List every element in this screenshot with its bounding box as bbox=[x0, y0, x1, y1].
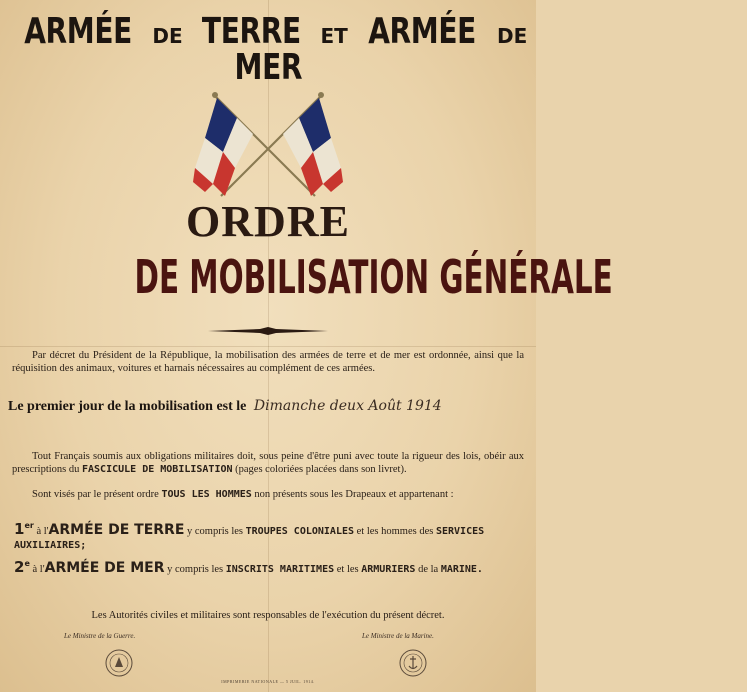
item2-army: ARMÉE DE MER bbox=[44, 560, 165, 576]
obligations-paragraph bbox=[12, 451, 524, 476]
header-word-armee: ARMÉE bbox=[23, 11, 132, 52]
poster-header bbox=[0, 11, 536, 88]
first-day-date: Dimanche deux Août 1914 bbox=[253, 398, 442, 414]
item2-marine: MARINE. bbox=[440, 564, 483, 575]
first-day-line bbox=[8, 398, 532, 415]
crossed-flags-icon bbox=[183, 88, 353, 198]
item1-army: ARMÉE DE TERRE bbox=[48, 522, 185, 538]
item1-number bbox=[14, 520, 34, 538]
item1-b: y compris les bbox=[187, 526, 244, 537]
item1-d: et les hommes des bbox=[356, 526, 434, 537]
header-word-et: ET bbox=[320, 24, 348, 48]
item2-num: 2 bbox=[14, 558, 25, 576]
item1-colonial: TROUPES COLONIALES bbox=[245, 526, 355, 537]
ornament-divider bbox=[208, 327, 328, 335]
authorities-line: Les Autorités civiles et militaires sont responsables de l'exécution du présent décret. bbox=[91, 610, 445, 621]
signature-war-minister: Le Ministre de la Guerre. bbox=[64, 632, 136, 640]
list-item-terre bbox=[14, 519, 524, 553]
title-ordre: ORDRE bbox=[186, 197, 350, 246]
item2-number bbox=[14, 558, 30, 576]
first-day-label: Le premier jour de la mobilisation est le bbox=[8, 399, 247, 414]
printer-imprint: IMPRIMERIE NATIONALE — 5 JUIL. 1914. bbox=[221, 679, 315, 684]
title-mobilisation-text: DE MOBILISATION GÉNÉRALE bbox=[134, 250, 613, 304]
decree-paragraph: Par décret du Président de la République, la mobilisation des armées de terre et de mer est ordonnée, ainsi que la réquisition des animaux, voitures et harnais nécessaires au complément de ces armées. bbox=[12, 350, 524, 374]
header-word-terre: TERRE bbox=[202, 11, 301, 52]
item1-sup: er bbox=[24, 521, 34, 530]
fascicule-text: FASCICULE DE MOBILISATION bbox=[82, 463, 233, 475]
fold-line-horizontal bbox=[0, 346, 536, 347]
all-men-text: TOUS LES HOMMES bbox=[161, 489, 252, 500]
obligations-text-c: (pages coloriées placées dans son livret). bbox=[235, 463, 407, 475]
header-word-mer: MER bbox=[234, 47, 302, 88]
item1-a: à l' bbox=[36, 526, 49, 537]
war-ministry-seal-icon bbox=[104, 648, 134, 678]
item2-maritime: INSCRITS MARITIMES bbox=[225, 564, 335, 575]
header-word-de: DE bbox=[152, 24, 183, 48]
header-word-armee-2: ARMÉE bbox=[368, 11, 477, 52]
item2-sup: e bbox=[24, 559, 30, 568]
concerned-text-a: Sont visés par le présent ordre bbox=[32, 489, 159, 500]
concerned-paragraph bbox=[12, 489, 524, 502]
concerned-text-c: non présents sous les Drapeaux et appartenant : bbox=[254, 489, 454, 500]
navy-ministry-seal-icon bbox=[398, 648, 428, 678]
list-item-mer bbox=[14, 557, 524, 577]
title-mobilisation bbox=[0, 250, 613, 304]
item1-auxiliary: SERVICES AUXILIAIRES; bbox=[14, 526, 485, 551]
item2-armuriers: ARMURIERS bbox=[361, 564, 416, 575]
item2-f: de la bbox=[418, 564, 439, 575]
obligations-text-a: Tout Français soumis aux obligations militaires doit, sous peine d'être puni avec toute la rigueur des lois, obéir aux prescriptions du bbox=[12, 451, 524, 475]
header-word-de-2: DE bbox=[497, 24, 528, 48]
signature-navy-minister: Le Ministre de la Marine. bbox=[362, 632, 434, 640]
item1-num: 1 bbox=[14, 520, 25, 538]
item2-d: et les bbox=[336, 564, 359, 575]
item2-a: à l' bbox=[32, 564, 45, 575]
item2-b: y compris les bbox=[167, 564, 224, 575]
